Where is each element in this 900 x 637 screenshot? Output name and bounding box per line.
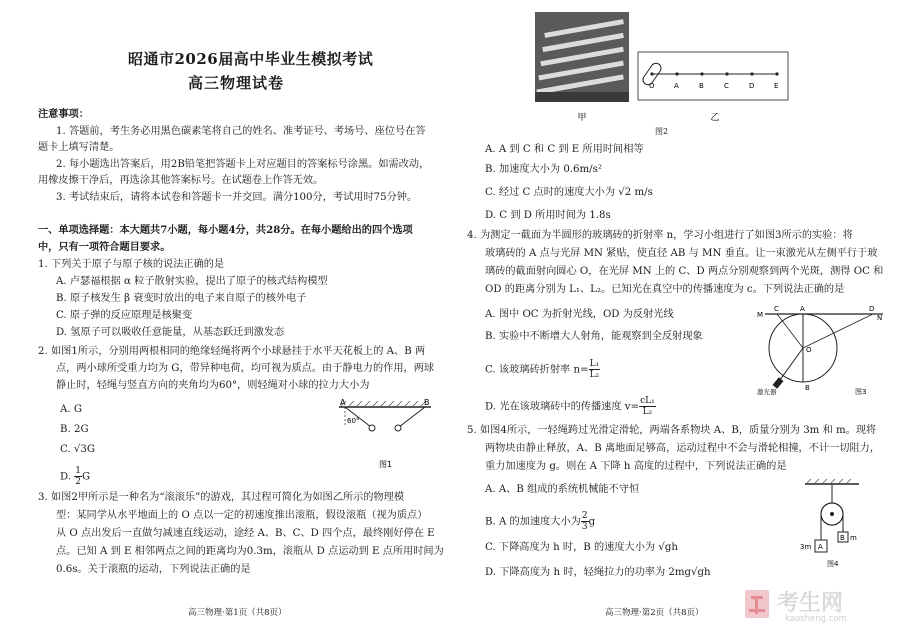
q4-option-b: B. 实验中不断增大人射角，能观察到全反射现象 — [485, 331, 703, 342]
fig2-point-a: A — [674, 82, 679, 90]
q5-option-a: A. A、B 组成的系统机械能不守恒 — [485, 484, 640, 495]
q4-stem-2: 玻璃砖的 A 点与光屏 MN 紧贴，使直径 AB 与 MN 垂直。让一束激光从左侧平行于玻 — [485, 248, 878, 259]
fig3-label-d: D — [869, 305, 875, 313]
q1-option-b: B. 原子核发生 β 衰变时放出的电子来自原子的核外电子 — [56, 293, 307, 304]
fig1-caption: 图1 — [379, 460, 393, 469]
figure-3 — [755, 300, 885, 396]
fig2-point-d: D — [749, 82, 755, 90]
q1-option-a: A. 卢瑟福根据 α 粒子散射实验，提出了原子的核式结构模型 — [56, 276, 328, 287]
q1-stem: 1. 下列关于原子与原子核的说法正确的是 — [38, 259, 225, 270]
q2-option-c: C. √3G — [60, 444, 96, 455]
figure-1 — [335, 397, 435, 471]
q4-stem-4: OD 的距离分别为 L₁、L₂。已知光在真空中的传播速度为 c。下列说法正确的是 — [485, 284, 845, 295]
notice-item-2-cont: 用橡皮擦干净后，再选涂其他答案标号。在试题卷上作答无效。 — [38, 175, 324, 186]
fig2-point-e: E — [774, 82, 779, 90]
q3-option-b: B. 加速度大小为 0.6m/s² — [485, 164, 602, 175]
fig3-label-m: M — [757, 311, 764, 319]
fig3-label-o: O — [806, 346, 812, 354]
figure-2 — [530, 8, 790, 134]
watermark-url: kaosheng.com — [785, 614, 847, 624]
section-heading-cont: 中，只有一项符合题目要求。 — [38, 241, 171, 253]
q3-option-c: C. 经过 C 点时的速度大小为 √2 m/s — [485, 187, 653, 198]
q2-option-b: B. 2G — [60, 424, 89, 435]
fig4-label-a: A — [818, 543, 823, 551]
q3-stem-2: 型：某同学从水平地面上的 O 点以一定的初速度推出滚瓶，假设滚瓶（视为质点） — [56, 510, 428, 521]
q2-stem-3: 静止时，轻绳与竖直方向的夹角均为60°，则轻绳对小球的拉力大小为 — [56, 380, 370, 391]
fig3-caption: 图3 — [855, 388, 867, 396]
q2-stem-2: 点，两小球所受重力均为 G，带异种电荷，均可视为质点。由于静电力的作用，两球 — [56, 363, 435, 374]
fig4-caption: 图4 — [827, 560, 839, 568]
fig1-label-b: B — [424, 398, 430, 407]
q3-stem-4: 点。已知 A 到 E 相邻两点之间的距离均为0.3m，滚瓶从 D 点运动到 E 点所用时间为 — [56, 546, 444, 557]
fig2-label-yi: 乙 — [710, 113, 720, 123]
notice-heading: 注意事项： — [38, 108, 89, 120]
fig3-label-a: A — [800, 305, 805, 313]
fig2-label-jia: 甲 — [577, 113, 587, 123]
q1-option-d: D. 氢原子可以吸收任意能量，从基态跃迁到激发态 — [56, 327, 285, 338]
q5-option-c: C. 下降高度为 h 时，B 的速度大小为 √gh — [485, 542, 678, 553]
q4-option-a: A. 图中 OC 为折射光线，OD 为反射光线 — [485, 309, 674, 320]
fig2-point-o: O — [649, 82, 655, 90]
q3-stem-5: 0.6s。关于滚瓶的运动，下列说法正确的是 — [56, 564, 251, 575]
notice-item-1: 1. 答题前，考生务必用黑色碳素笔将自己的姓名、准考证号、考场号、座位号在答 — [56, 126, 426, 137]
q2-stem-1: 2. 如图1所示，分别用两根相同的绝缘轻绳将两个小球悬挂于水平天花板上的 A、B 两 — [38, 346, 426, 357]
footer-left: 高三物理·第1页（共8页） — [188, 608, 287, 618]
notice-item-3: 3. 考试结束后，请将本试卷和答题卡一并交回。满分100分，考试用时75分钟。 — [56, 192, 418, 203]
fig2-caption: 图2 — [655, 127, 669, 136]
q5-stem-2: 两物块由静止释放，A、B 离地面足够高，运动过程中不会与滑轮相撞，不计一切阻力， — [485, 443, 881, 454]
fig2-point-c: C — [724, 82, 729, 90]
exam-subtitle: 高三物理试卷 — [188, 74, 285, 92]
figure-4 — [797, 478, 867, 568]
fig2-point-b: B — [699, 82, 704, 90]
q4-option-c: C. 该玻璃砖折射率 n= $\frac{\text{L₁}}{\text{L₂}}$ — [485, 359, 600, 380]
fig3-label-n: N — [877, 314, 883, 322]
q4-option-d: D. 光在该玻璃砖中的传播速度 v= $\frac{\text{cL₁}}{\text{L₂}}$ — [485, 396, 655, 417]
watermark-logo-icon — [743, 588, 771, 620]
q5-option-d: D. 下降高度为 h 时，轻绳拉力的功率为 2mg√gh — [485, 567, 711, 578]
fig4-mass-a: 3m — [800, 543, 812, 551]
q4-stem-1: 4. 为测定一截面为半圆形的玻璃砖的折射率 n，学习小组进行了如图3所示的实验：将 — [467, 230, 853, 241]
q2-option-a: A. G — [60, 404, 82, 415]
footer-right: 高三物理·第2页（共8页） — [605, 608, 704, 618]
fig3-label-c: C — [774, 305, 779, 313]
notice-item-1-cont: 题卡上填写清楚。 — [38, 142, 120, 153]
fig1-label-a: A — [340, 398, 346, 407]
q1-option-c: C. 原子弹的反应原理是核聚变 — [56, 310, 193, 321]
exam-title: 昭通市2026届高中毕业生模拟考试 — [128, 50, 374, 68]
q3-option-a: A. A 到 C 和 C 到 E 所用时间相等 — [485, 144, 644, 155]
right-page — [455, 0, 900, 637]
watermark-text: 考生网 — [777, 591, 844, 616]
q3-option-d: D. C 到 D 所用时间为 1.8s — [485, 210, 611, 221]
fig3-label-laser: 激光器 — [757, 388, 777, 396]
fig1-angle: 60° — [347, 417, 360, 425]
notice-item-2: 2. 每小题选出答案后，用2B铅笔把答题卡上对应题目的答案标号涂黑。如需改动， — [56, 159, 430, 170]
q5-stem-3: 重力加速度为 g。则在 A 下降 h 高度的过程中，下列说法正确的是 — [485, 461, 787, 472]
q5-stem-1: 5. 如图4所示，一轻绳跨过光滑定滑轮，两端各系物块 A、B，质量分别为 3m 和 m。现将 — [467, 425, 877, 436]
q3-stem-1: 3. 如图2甲所示是一种名为“滚滚乐”的游戏，其过程可简化为如图乙所示的物理模 — [38, 492, 405, 503]
section-heading: 一、单项选择题：本大题共7小题，每小题4分，共28分。在每小题给出的四个选项 — [38, 224, 413, 236]
fig3-label-b: B — [805, 384, 810, 392]
q4-stem-3: 璃砖的截面射向圆心 O，在光屏 MN 上的 C、D 两点分别观察到两个光斑，测得 OC 和 — [485, 266, 884, 277]
fig4-mass-b: m — [850, 534, 857, 542]
q2-option-d: D. $\frac{1}{2}$ G — [60, 466, 91, 487]
fig4-label-b: B — [840, 534, 845, 542]
q5-option-b: B. A 的加速度大小为 $\frac{2}{3}$ g — [485, 511, 596, 532]
q3-stem-3: 从 O 点出发后一直做匀减速直线运动，途经 A、B、C、D 四个点，最终刚好停在 E — [56, 528, 435, 539]
